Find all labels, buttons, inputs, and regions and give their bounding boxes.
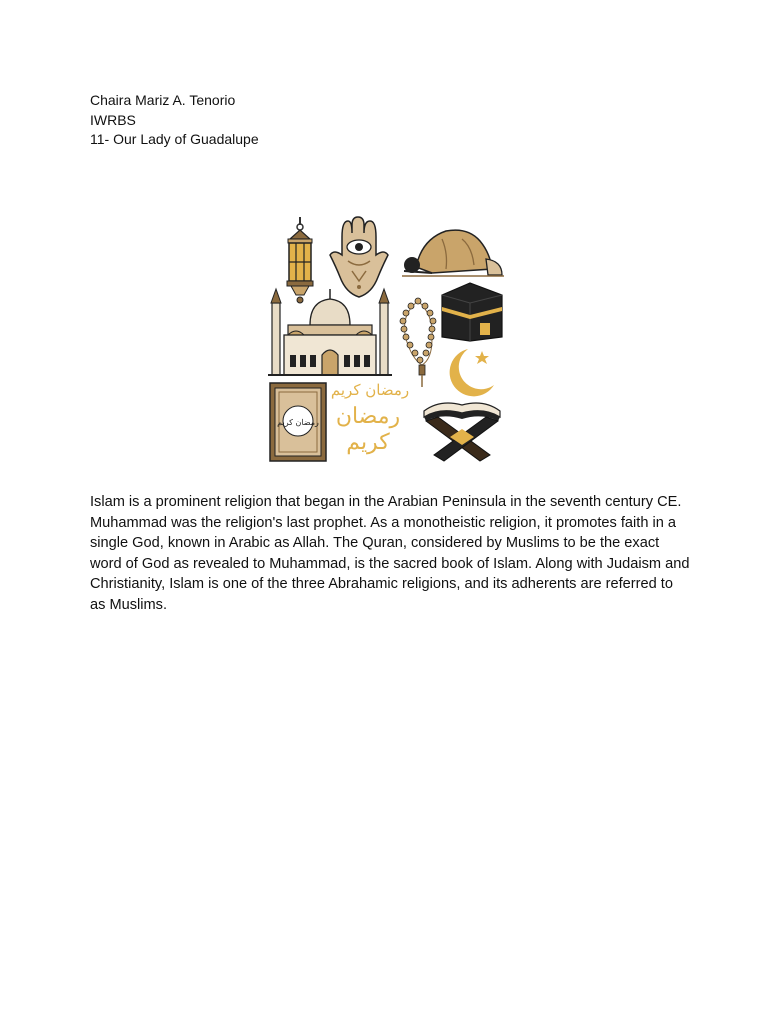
hamsa-hand-icon — [330, 217, 388, 297]
document-header — [90, 91, 259, 150]
crescent-star-icon — [450, 349, 494, 396]
ramadan-kareem-calligraphy — [331, 381, 409, 455]
quran-book-icon — [270, 383, 326, 461]
mosque-icon — [268, 289, 392, 375]
praying-person-icon — [402, 230, 504, 276]
body-paragraph: Islam is a prominent religion that began in the Arabian Peninsula in the seventh century CE. Muhammad was the religion's last prophet. As a monotheistic religion, it promotes faith in a single God, known in Arabic as Allah. The Quran, considered by Muslims to be the exact word of God as revealed to Muhammad, is the sacred book of Islam. Along with Judaism and Christianity, Islam is one of the three Abrahamic religions, and its adherents are referred to as Muslims. — [90, 494, 690, 613]
subject-name: IWRBS — [90, 111, 136, 128]
calligraphy-line-2: رمضان — [335, 404, 401, 429]
calligraphy-line-3: كريم — [346, 430, 390, 455]
prayer-beads-icon — [400, 298, 436, 387]
author-name: Chaira Mariz A. Tenorio — [90, 92, 236, 108]
quran-stand-icon — [424, 403, 500, 461]
book-cover-calligraphy: رمضان كريم — [277, 418, 319, 427]
lantern-icon — [287, 217, 313, 303]
calligraphy-line-1: رمضان كريم — [330, 381, 410, 399]
kaaba-icon — [442, 283, 502, 341]
class-section: 11- Our Lady of Guadalupe — [90, 131, 259, 147]
islamic-symbols-illustration — [262, 209, 508, 467]
